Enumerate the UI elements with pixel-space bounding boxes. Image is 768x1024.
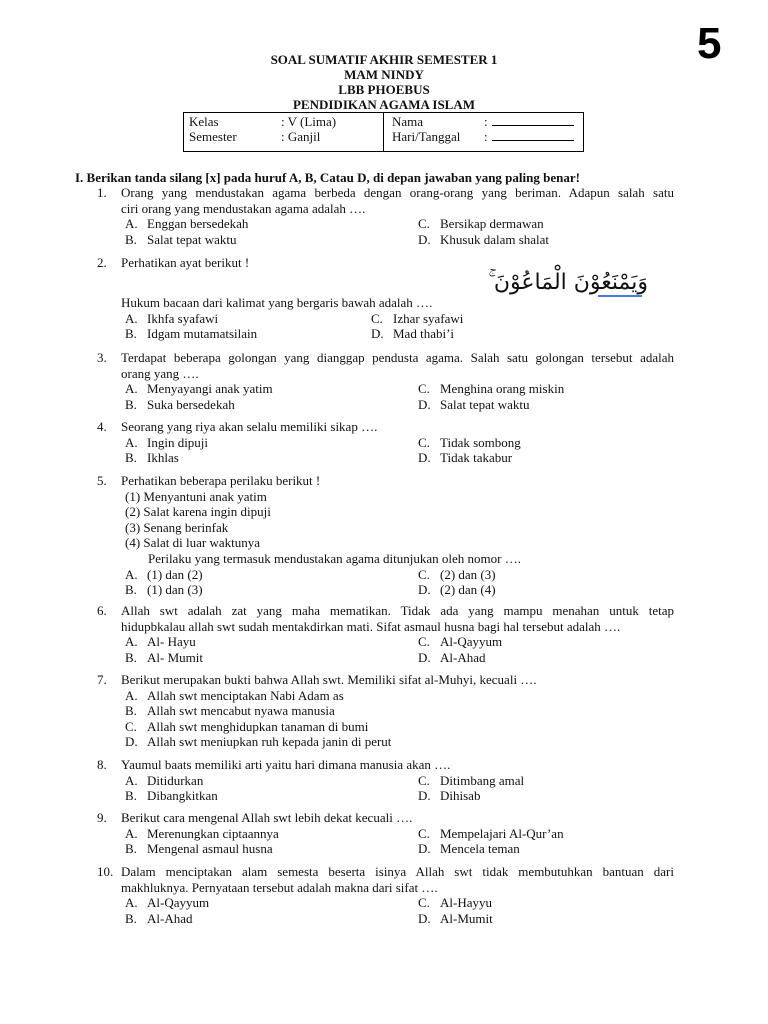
option-d[interactable]: D. Tidak takabur bbox=[418, 450, 513, 466]
option-a[interactable]: A. Merenungkan ciptaannya bbox=[125, 825, 279, 841]
question-6 bbox=[75, 603, 675, 665]
question-9 bbox=[75, 810, 675, 857]
semester-label: Semester bbox=[189, 129, 237, 144]
statement-item: (2) Salat karena ingin dipuji bbox=[125, 504, 271, 520]
statement-item: (1) Menyantuni anak yatim bbox=[125, 488, 267, 504]
question-1 bbox=[75, 185, 675, 247]
option-c[interactable]: C. Mempelajari Al-Qur’an bbox=[418, 825, 564, 841]
option-d[interactable]: D. (2) dan (4) bbox=[418, 582, 496, 598]
question-stem: Allah swt adalah zat yang maha mematikan. Tidak ada yang mampu menahan untuk tetap bbox=[121, 603, 674, 618]
question-stem: Yaumul baats memiliki arti yaitu hari dimana manusia akan …. bbox=[121, 757, 451, 772]
option-b[interactable]: B. Idgam mutamatsilain bbox=[125, 326, 258, 342]
student-info-table bbox=[183, 112, 584, 152]
question-4 bbox=[75, 419, 675, 466]
question-number: 5. bbox=[97, 473, 107, 488]
hari-tanggal-field[interactable]: : bbox=[484, 129, 574, 144]
question-stem: makhluknya. Pernyataan tersebut adalah makna dari sifat …. bbox=[121, 879, 438, 895]
option-b[interactable]: B. Allah swt mencabut nyawa manusia bbox=[125, 703, 335, 719]
option-d[interactable]: D. Mencela teman bbox=[418, 841, 520, 857]
exam-title: SOAL SUMATIF AKHIR SEMESTER 1 bbox=[270, 52, 498, 67]
question-stem: ciri orang yang mendustakan agama adalah …. bbox=[121, 200, 366, 216]
option-c[interactable]: C. Al-Hayyu bbox=[418, 895, 492, 911]
question-stem: orang yang …. bbox=[121, 365, 199, 381]
kelas-value: : V (Lima) bbox=[281, 114, 337, 129]
question-stem: Berikut cara mengenal Allah swt lebih dekat kecuali …. bbox=[121, 810, 413, 825]
option-c[interactable]: C. Allah swt menghidupkan tanaman di bumi bbox=[125, 718, 369, 734]
option-d[interactable]: D. Dihisab bbox=[418, 788, 481, 804]
option-a[interactable]: A. (1) dan (2) bbox=[125, 566, 203, 582]
option-c[interactable]: C. Bersikap dermawan bbox=[418, 216, 544, 232]
question-2-body bbox=[75, 295, 675, 342]
question-number: 2. bbox=[97, 255, 107, 270]
question-number: 9. bbox=[97, 810, 107, 825]
question-stem: Orang yang mendustakan agama berbeda dengan orang-orang yang beriman. Adapun salah satu bbox=[121, 185, 674, 200]
nama-field[interactable]: : bbox=[484, 114, 574, 129]
question-2 bbox=[75, 255, 675, 271]
option-d[interactable]: D. Khusuk dalam shalat bbox=[418, 231, 550, 247]
option-d[interactable]: D. Mad thabi’i bbox=[371, 326, 455, 342]
semester-value: : Ganjil bbox=[281, 129, 321, 144]
question-number: 6. bbox=[97, 603, 107, 618]
option-c[interactable]: C. Menghina orang miskin bbox=[418, 381, 565, 397]
arabic-verse: وَيَمْنَعُوْنَ الْمَاعُوْنَ ۚ bbox=[488, 270, 648, 295]
option-b[interactable]: B. (1) dan (3) bbox=[125, 582, 203, 598]
option-a[interactable]: A. Enggan bersedekah bbox=[125, 216, 249, 232]
option-a[interactable]: A. Ingin dipuji bbox=[125, 434, 209, 450]
subject-name: PENDIDIKAN AGAMA ISLAM bbox=[292, 97, 475, 112]
question-number: 8. bbox=[97, 757, 107, 772]
question-7 bbox=[75, 672, 675, 750]
question-8 bbox=[75, 757, 675, 804]
option-b[interactable]: B. Salat tepat waktu bbox=[125, 231, 237, 247]
option-c[interactable]: C. Izhar syafawi bbox=[371, 310, 464, 326]
option-c[interactable]: C. Al-Qayyum bbox=[418, 634, 503, 650]
question-number: 4. bbox=[97, 419, 107, 434]
question-number: 1. bbox=[97, 185, 107, 200]
question-number: 7. bbox=[97, 672, 107, 687]
question-number: 10. bbox=[97, 864, 114, 879]
question-stem: hidupbkalau allah swt sudah mentakdirkan mati. Sifat asmaul husna bagi hal tersebut adalah …. bbox=[121, 618, 621, 634]
question-stem: Seorang yang riya akan selalu memiliki sikap …. bbox=[121, 419, 378, 434]
option-c[interactable]: C. Tidak sombong bbox=[418, 434, 521, 450]
option-b[interactable]: B. Ikhlas bbox=[125, 450, 179, 466]
option-b[interactable]: B. Dibangkitkan bbox=[125, 788, 218, 804]
option-a[interactable]: A. Ikhfa syafawi bbox=[125, 310, 219, 326]
option-b[interactable]: B. Suka bersedekah bbox=[125, 396, 235, 412]
kelas-label: Kelas bbox=[189, 114, 219, 129]
question-5 bbox=[75, 473, 675, 598]
option-d[interactable]: D. Salat tepat waktu bbox=[418, 396, 530, 412]
question-number: 3. bbox=[97, 350, 107, 365]
teacher-name: MAM NINDY bbox=[344, 67, 424, 82]
option-a[interactable]: A. Menyayangi anak yatim bbox=[125, 381, 273, 397]
question-stem: Hukum bacaan dari kalimat yang bergaris bawah adalah …. bbox=[121, 295, 433, 310]
option-d[interactable]: D. Al-Mumit bbox=[418, 910, 493, 926]
question-stem: Perhatikan beberapa perilaku berikut ! bbox=[121, 473, 321, 488]
option-c[interactable]: C. Ditimbang amal bbox=[418, 772, 525, 788]
statement-item: (3) Senang berinfak bbox=[125, 519, 229, 535]
option-b[interactable]: B. Mengenal asmaul husna bbox=[125, 841, 273, 857]
option-c[interactable]: C. (2) dan (3) bbox=[418, 566, 496, 582]
nama-label: Nama bbox=[392, 114, 424, 129]
question-stem: Perilaku yang termasuk mendustakan agama ditunjukan oleh nomor …. bbox=[148, 550, 521, 566]
question-stem: Terdapat beberapa golongan yang dianggap pendusta agama. Salah satu golongan tersebut adalah bbox=[121, 350, 674, 365]
option-d[interactable]: D. Al-Ahad bbox=[418, 649, 486, 665]
question-stem: Berikut merupakan bukti bahwa Allah swt. Memiliki sifat al-Muhyi, kecuali …. bbox=[121, 672, 537, 687]
institution-name: LBB PHOEBUS bbox=[338, 82, 430, 97]
question-10 bbox=[75, 864, 675, 926]
option-a[interactable]: A. Allah swt menciptakan Nabi Adam as bbox=[125, 687, 344, 703]
statement-item: (4) Salat di luar waktunya bbox=[125, 535, 261, 551]
question-stem: Dalam menciptakan alam semesta beserta isinya Allah swt tidak membutuhkan bantuan dari bbox=[121, 864, 674, 879]
option-b[interactable]: B. Al-Ahad bbox=[125, 910, 193, 926]
hari-tanggal-label: Hari/Tanggal bbox=[392, 129, 461, 144]
option-d[interactable]: D. Allah swt meniupkan ruh kepada janin di perut bbox=[125, 734, 392, 750]
option-a[interactable]: A. Ditidurkan bbox=[125, 772, 204, 788]
instruction: I. Berikan tanda silang [x] pada huruf A, B, Catau D, di depan jawaban yang paling benar! bbox=[75, 170, 580, 185]
page-number: 5 bbox=[697, 19, 722, 68]
option-b[interactable]: B. Al- Mumit bbox=[125, 649, 203, 665]
option-a[interactable]: A. Al- Hayu bbox=[125, 634, 196, 650]
question-stem: Perhatikan ayat berikut ! bbox=[121, 255, 250, 270]
option-a[interactable]: A. Al-Qayyum bbox=[125, 895, 210, 911]
question-3 bbox=[75, 350, 675, 412]
